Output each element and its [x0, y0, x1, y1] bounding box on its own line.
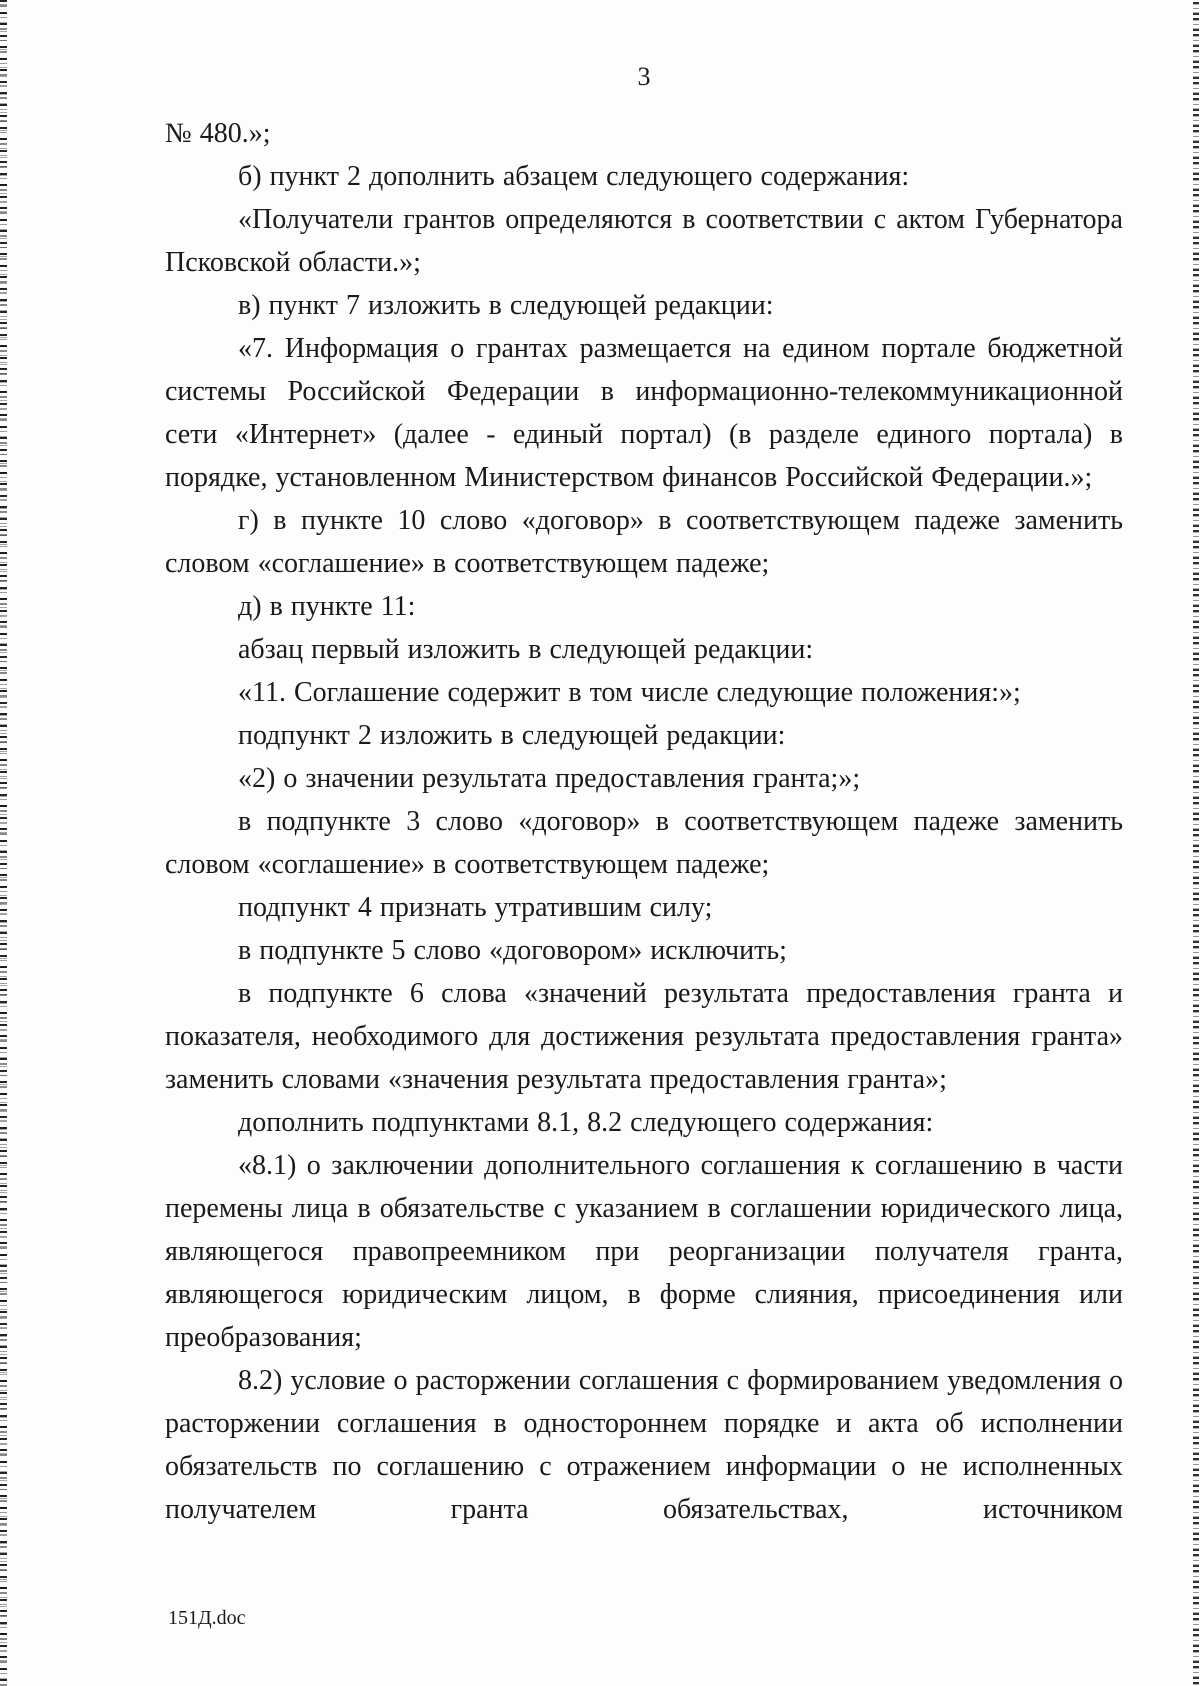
page-number: 3 [637, 62, 651, 91]
paragraph: «7. Информация о грантах размещается на едином портале бюджетной системы Российской Федерации в информационно-телекоммуникационной сети «Интернет» (далее - единый портал) (в разделе единого портала) в порядке, установленном Министерством финансов Российской Федерации.»; [165, 333, 1123, 493]
paragraph: дополнить подпунктами 8.1, 8.2 следующего содержания: [238, 1107, 934, 1138]
paragraph: «8.1) о заключении дополнительного соглашения к соглашению в части перемены лица в обязательстве с указанием в соглашении юридического лица, являющегося правопреемником при реорганизации получателя гранта, являющегося юридическим лицом, в форме слияния, присоединения или преобразования; [165, 1150, 1123, 1353]
paragraph: г) в пункте 10 слово «договор» в соответствующем падеже заменить словом «соглашение» в соответствующем падеже; [165, 505, 1123, 579]
paragraph: абзац первый изложить в следующей редакции: [238, 634, 814, 665]
paragraph: в) пункт 7 изложить в следующей редакции: [238, 290, 774, 321]
paragraph: б) пункт 2 дополнить абзацем следующего содержания: [238, 161, 910, 192]
paragraph: д) в пункте 11: [238, 591, 416, 622]
paragraph: подпункт 4 признать утратившим силу; [238, 892, 713, 923]
paragraph: подпункт 2 изложить в следующей редакции: [238, 720, 786, 751]
paragraph: «2) о значении результата предоставления гранта;»; [238, 763, 861, 794]
scan-edge-right-artifact [1193, 0, 1199, 1686]
paragraph: «Получатели грантов определяются в соответствии с актом Губернатора Псковской области.»; [165, 204, 1123, 278]
document-body [165, 112, 1123, 1531]
paragraph: в подпункте 6 слова «значений результата предоставления гранта и показателя, необходимого для достижения результата предоставления гранта» заменить словами «значения результата предоставления гранта»; [165, 978, 1123, 1095]
paragraph: в подпункте 5 слово «договором» исключить; [238, 935, 787, 966]
paragraph-continued-next-page: 8.2) условие о расторжении соглашения с формированием уведомления о расторжении соглашения в одностороннем порядке и акта об исполнении обязательств по соглашению с отражением информации о не исполненных получателем гранта обязательствах, источником [165, 1365, 1123, 1525]
scan-edge-left-artifact [0, 0, 7, 1686]
footer-filename: 151Д.doc [168, 1607, 246, 1629]
paragraph-continuation: № 480.»; [165, 118, 271, 149]
paragraph: «11. Соглашение содержит в том числе следующие положения:»; [238, 677, 1021, 708]
paragraph: в подпункте 3 слово «договор» в соответствующем падеже заменить словом «соглашение» в соответствующем падеже; [165, 806, 1123, 880]
